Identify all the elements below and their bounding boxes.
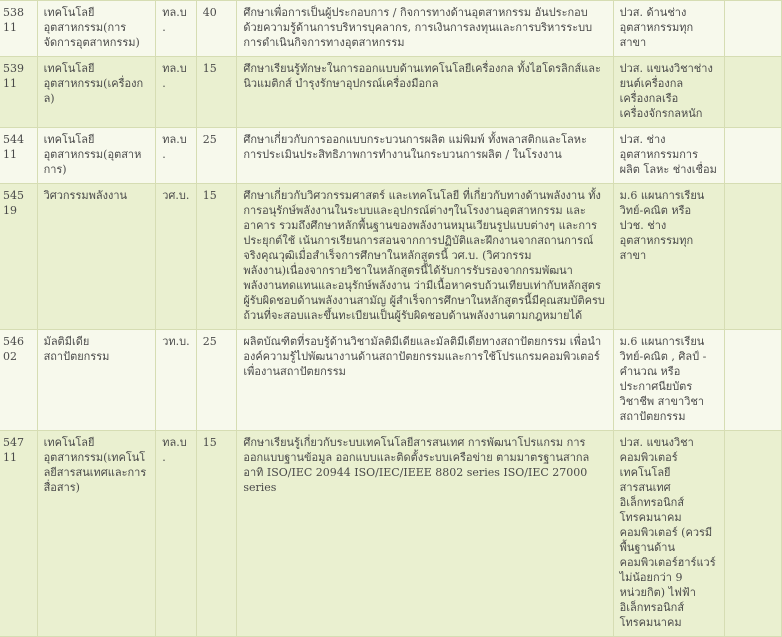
admission-qualification: ม.6 แผนการเรียนวิทย์-คณิต , ศิลป์ - คำนวณ หรือประกาศนียบัตรวิชาชีพ สาขาวิชาสถาปัตยกรรม bbox=[613, 330, 725, 431]
admission-qualification: ปวส. ช่างอุตสาหกรรมการผลิต โลหะ ช่างเชื่อม bbox=[613, 128, 725, 184]
admission-qualification: ปวส. แขนงวิชาคอมพิวเตอร์เทคโนโลยีสารสนเทศ อิเล็กทรอนิกส์โทรคมนาคม คอมพิวเตอร์ (ควรมีพื้นฐานด้านคอมพิวเตอร์ฮาร์แวร์ไม่น้อยกว่า 9 หน่วยกิต) ไฟฟ้าอิเล็กทรอนิกส์โทรคมนาคม bbox=[613, 431, 725, 637]
program-code: 54411 bbox=[0, 128, 37, 184]
program-description: ศึกษาเกี่ยวกับการออกแบบกระบวนการผลิต แม่พิมพ์ ทั้งพลาสติกและโลหะ การประเมินประสิทธิภาพการทำงานในกระบวนการผลิต / ในโรงงาน bbox=[237, 128, 613, 184]
degree-abbreviation: วท.บ. bbox=[156, 330, 197, 431]
table-row bbox=[0, 330, 782, 431]
table-row bbox=[0, 57, 782, 128]
credit-count: 15 bbox=[196, 431, 237, 637]
program-name: เทคโนโลยีอุตสาหกรรม(เทคโนโลยีสารสนเทศและการสื่อสาร) bbox=[37, 431, 156, 637]
program-code: 53911 bbox=[0, 57, 37, 128]
program-code: 54711 bbox=[0, 431, 37, 637]
credit-count: 25 bbox=[196, 128, 237, 184]
program-name: เทคโนโลยีอุตสาหกรรม(อุตสาหการ) bbox=[37, 128, 156, 184]
program-name: เทคโนโลยีอุตสาหกรรม(การจัดการอุตสาหกรรม) bbox=[37, 1, 156, 57]
extra-cell bbox=[725, 128, 782, 184]
credit-count: 40 bbox=[196, 1, 237, 57]
table-row bbox=[0, 184, 782, 330]
extra-cell bbox=[725, 1, 782, 57]
degree-abbreviation: ทล.บ. bbox=[156, 431, 197, 637]
credit-count: 25 bbox=[196, 330, 237, 431]
table-row bbox=[0, 431, 782, 637]
degree-abbreviation: ทล.บ. bbox=[156, 128, 197, 184]
extra-cell bbox=[725, 184, 782, 330]
program-description: ศึกษาเรียนรู้ทักษะในการออกแบบด้านเทคโนโลยีเครื่องกล ทั้งไฮโดรลิกส์และนิวแมติกส์ บำรุงรักษาอุปกรณ์เครื่องมือกล bbox=[237, 57, 613, 128]
program-code: 53811 bbox=[0, 1, 37, 57]
program-code: 54602 bbox=[0, 330, 37, 431]
program-description: ศึกษาเพื่อการเป็นผู้ประกอบการ / กิจการทางด้านอุตสาหกรรม อันประกอบด้วยความรู้ด้านการบริหารบุคลากร, การเงินการลงทุนและการบริหารระบบการดำเนินกิจการทางอุตสาหกรรม bbox=[237, 1, 613, 57]
program-description: ศึกษาเกี่ยวกับวิศวกรรมศาสตร์ และเทคโนโลยี ที่เกี่ยวกับทางด้านพลังงาน ทั้งการอนุรักษ์พลังงานในระบบและอุปกรณ์ต่างๆในโรงงานอุตสาหกรรม และอาคาร รวมถึงศึกษาหลักพื้นฐานของพลังงานหมุนเวียนรูปแบบต่างๆ และการประยุกต์ใช้ เน้นการเรียนการสอนจากการปฏิบัติและฝึกงานจากสถานการณ์จริงคุณวุฒิเมื่อสำเร็จการศึกษาในหลักสูตรนี้ วศ.บ. (วิศวกรรมพลังงาน)เนื่องจากรายวิชาในหลักสูตรนี้ได้รับการรับรองจากกรมพัฒนาพลังงานทดแทนและอนุรักษ์พลังงาน ว่ามีเนื้อหาครบถ้วนเทียบเท่ากับหลักสูตรผู้รับผิดชอบด้านพลังงานสามัญ ผู้สำเร็จการศึกษาในหลักสูตรนี้มีคุณสมบัติครบถ้วนที่จะสอบและขึ้นทะเบียนเป็นผู้รับผิดชอบด้านพลังงานตามกฎหมายได้ bbox=[237, 184, 613, 330]
program-name: เทคโนโลยีอุตสาหกรรม(เครื่องกล) bbox=[37, 57, 156, 128]
program-description: ศึกษาเรียนรู้เกี่ยวกับระบบเทคโนโลยีสารสนเทศ การพัฒนาโปรแกรม การออกแบบฐานข้อมูล ออกแบบและติดตั้งระบบเครือข่าย ตามมาตรฐานสากล อาทิ ISO/IEC 20944 ISO/IEC/IEEE 8802 series ISO/IEC 27000 series bbox=[237, 431, 613, 637]
extra-cell bbox=[725, 431, 782, 637]
admission-qualification: ปวส. ด้านช่างอุตสาหกรรมทุกสาขา bbox=[613, 1, 725, 57]
extra-cell bbox=[725, 57, 782, 128]
program-code: 54519 bbox=[0, 184, 37, 330]
program-name: มัลติมีเดียสถาปัตยกรรม bbox=[37, 330, 156, 431]
degree-abbreviation: วศ.บ. bbox=[156, 184, 197, 330]
table-row bbox=[0, 128, 782, 184]
admission-qualification: ปวส. แขนงวิชาช่างยนต์เครื่องกล เครื่องกลเรือเครื่องจักรกลหนัก bbox=[613, 57, 725, 128]
admission-qualification: ม.6 แผนการเรียนวิทย์-คณิต หรือ ปวช. ช่างอุตสาหกรรมทุกสาขา bbox=[613, 184, 725, 330]
credit-count: 15 bbox=[196, 57, 237, 128]
extra-cell bbox=[725, 330, 782, 431]
program-description: ผลิตบัณฑิตที่รอบรู้ด้านวิชามัลติมีเดียและมัลติมีเดียทางสถาปัตยกรรม เพื่อนำองค์ความรู้ไปพัฒนางานด้านสถาปัตยกรรมและการใช้โปรแกรมคอมพิวเตอร์เพื่องานสถาปัตยกรรม bbox=[237, 330, 613, 431]
program-name: วิศวกรรมพลังงาน bbox=[37, 184, 156, 330]
credit-count: 15 bbox=[196, 184, 237, 330]
degree-abbreviation: ทล.บ. bbox=[156, 57, 197, 128]
degree-abbreviation: ทล.บ. bbox=[156, 1, 197, 57]
table-row bbox=[0, 1, 782, 57]
